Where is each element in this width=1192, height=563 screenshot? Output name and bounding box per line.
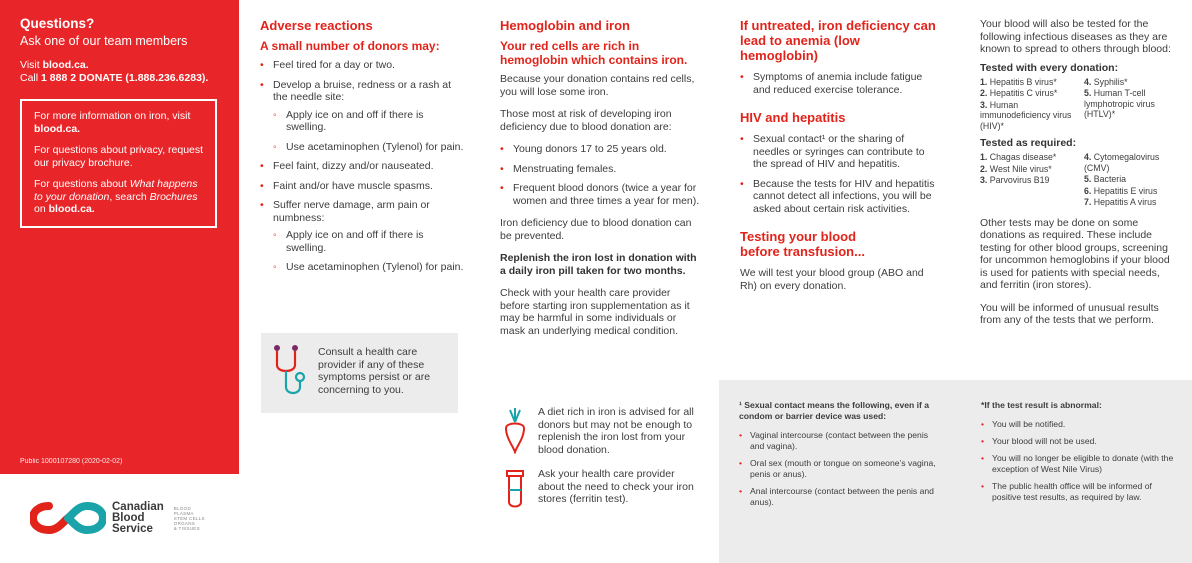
call-line: Call 1 888 2 DONATE (1.888.236.6283).: [20, 72, 209, 84]
sexual-contact-footnote: [739, 400, 939, 514]
required-heading: Tested as required:: [980, 137, 1077, 149]
stethoscope-icon: [269, 343, 309, 401]
paragraph: Iron deficiency due to blood donation can be prevented.: [500, 217, 692, 242]
paragraph: Your blood will also be tested for the following infectious diseases as they are known to spread to others through blood:: [980, 18, 1171, 55]
ask-subtitle: Ask one of our team members: [20, 34, 188, 48]
hemoglobin-subtitle: Your red cells are rich in hemoglobin which contains iron.: [500, 39, 688, 67]
logo-text: Canadian Blood Service: [112, 500, 164, 535]
anemia-hiv-section: [740, 0, 940, 302]
list-item: • Symptoms of anemia include fatigue and reduced exercise tolerance.: [740, 71, 940, 96]
ask-text: Ask your health care provider about the need to check your iron stores (ferritin test).: [538, 468, 694, 505]
consult-text: Consult a health care provider if any of these symptoms persist or are concerning to you.: [318, 346, 431, 396]
footnote-title: ¹ Sexual contact means the following, even if a condom or barrier device was used:: [739, 400, 930, 421]
paragraph: You will be informed of unusual results from any of the tests that we perform.: [980, 301, 1159, 326]
list-item: • Sexual contact¹ or the sharing of needles or syringes can contribute to the spread of HIV and hepatitis.: [740, 133, 940, 171]
list-item: • Because the tests for HIV and hepatitis cannot detect all infections, you will be asked about certain risk activities.: [740, 178, 940, 216]
abnormal-result-footnote: [981, 400, 1181, 509]
list-item: • Vaginal intercourse (contact between the penis and vagina).: [739, 430, 939, 452]
testing-title: Testing your blood before transfusion...: [740, 229, 865, 259]
ask-row: [500, 468, 700, 510]
hiv-title: HIV and hepatitis: [740, 110, 846, 125]
logo-subtext: BLOOD PLASMA STEM CELLS ORGANS & TISSUES: [173, 505, 205, 531]
sub-list-item: ◦ Use acetaminophen (Tylenol) for pain.: [273, 261, 465, 274]
blood-ca-link[interactable]: blood.ca.: [48, 203, 95, 215]
list-item: 3. Human immunodeficiency virus (HIV)*: [980, 99, 1072, 131]
paragraph: Because your donation contains red cells, you will lose some iron.: [500, 73, 695, 98]
blood-ca-link[interactable]: blood.ca.: [34, 122, 81, 135]
list-item: 4. Cytomegalovirus (CMV): [1084, 152, 1160, 173]
questions-heading: Questions?: [20, 16, 95, 31]
infinity-logo-icon: [30, 500, 106, 536]
sub-list-item: ◦ Use acetaminophen (Tylenol) for pain.: [273, 141, 465, 154]
sub-list-item: ◦ Apply ice on and off if there is swelling.: [273, 229, 465, 254]
diet-text: A diet rich in iron is advised for all donors but may not be enough to replenish the iron lost from your blood donation.: [538, 406, 694, 456]
list-item: 6. Hepatitis E virus: [1084, 185, 1158, 196]
list-item: • Your blood will not be used.: [981, 436, 1181, 447]
infectious-tests-section: [980, 0, 1180, 337]
every-donation-list: [980, 77, 1180, 133]
every-donation-heading: Tested with every donation:: [980, 61, 1119, 74]
diet-row: [500, 406, 700, 456]
contact-panel: [0, 0, 239, 474]
list-item: • Young donors 17 to 25 years old.: [500, 143, 700, 156]
list-item: • The public health office will be informed of positive test results, as required by law.: [981, 481, 1181, 503]
list-item: 3. Parvovirus B19: [980, 175, 1050, 185]
required-list: [980, 152, 1180, 209]
list-item: • Develop a bruise, redness or a rash at the needle site: ◦ Apply ice on and off if there is swelling. ◦ Use acetaminophen (Tylenol) for pain.: [260, 79, 465, 154]
public-id: Public 1000107280 (2020-02-02): [20, 458, 123, 465]
consult-box: [261, 333, 458, 413]
paragraph: Check with your health care provider before starting iron supplementation as it may be harmful in some individuals or mask an underlying medical condition.: [500, 287, 690, 337]
list-item: • You will no longer be eligible to donate (with the exception of West Nile Virus): [981, 453, 1181, 475]
list-item: 5. Human T-cell lymphotropic virus (HTLV)*: [1084, 88, 1155, 119]
list-item: • Faint and/or have muscle spasms.: [260, 180, 465, 193]
blood-ca-link[interactable]: blood.ca.: [42, 59, 89, 71]
info-box: [20, 99, 217, 228]
adverse-title: Adverse reactions: [260, 18, 373, 33]
replenish-note: Replenish the iron lost in donation with a daily iron pill taken for two months.: [500, 252, 697, 277]
paragraph: Other tests may be done on some donations as required. These include testing for other blood groups, screening for uncommon hemoglobins if your blood is used for patients with special needs, and ferritin (iron stores).: [980, 216, 1170, 291]
paragraph: We will test your blood group (ABO and Rh) on every donation.: [740, 267, 924, 292]
adverse-subtitle: A small number of donors may:: [260, 39, 440, 53]
list-item: 2. Hepatitis C virus*: [980, 88, 1058, 98]
list-item: • Frequent blood donors (twice a year for women and three times a year for men).: [500, 182, 700, 207]
canadian-blood-services-logo: [30, 500, 205, 536]
beet-icon: [500, 406, 530, 454]
list-item: 4. Syphilis*: [1084, 76, 1128, 87]
list-item: 1. Hepatitis B virus*: [980, 76, 1057, 87]
brochure-info: For questions about What happens to your donation, search Brochures on blood.ca.: [34, 178, 198, 215]
list-item: 5. Bacteria: [1084, 174, 1127, 184]
privacy-info: For questions about privacy, request our privacy brochure.: [34, 144, 204, 169]
test-tube-icon: [500, 468, 530, 510]
list-item: 1. Chagas disease*: [980, 152, 1057, 162]
visit-line: Visit blood.ca.: [20, 59, 89, 71]
list-item: • Menstruating females.: [500, 163, 700, 176]
list-item: • Anal intercourse (contact between the penis and anus).: [739, 486, 939, 508]
list-item: 7. Hepatitis A virus: [1084, 197, 1157, 207]
anemia-title: If untreated, iron deficiency can lead to anemia (low hemoglobin): [740, 18, 936, 63]
hemoglobin-section: [500, 0, 700, 347]
list-item: • Suffer nerve damage, arm pain or numbness: ◦ Apply ice on and off if there is swelling. ◦ Use acetaminophen (Tylenol) for pain.: [260, 199, 465, 274]
phone-number[interactable]: 1 888 2 DONATE (1.888.236.6283).: [41, 72, 209, 84]
list-item: • Oral sex (mouth or tongue on someone’s vagina, penis or anus).: [739, 458, 939, 480]
paragraph: Those most at risk of developing iron deficiency due to blood donation are:: [500, 108, 672, 133]
hemoglobin-title: Hemoglobin and iron: [500, 18, 630, 33]
list-item: 2. West Nile virus*: [980, 163, 1052, 174]
adverse-reactions-section: [260, 0, 465, 281]
sub-list-item: ◦ Apply ice on and off if there is swelling.: [273, 109, 465, 134]
iron-info: For more information on iron, visit blood.ca.: [34, 110, 191, 135]
list-item: • Feel faint, dizzy and/or nauseated.: [260, 160, 465, 173]
abnormal-title: *If the test result is abnormal:: [981, 400, 1102, 410]
list-item: • Feel tired for a day or two.: [260, 59, 465, 72]
footnotes-panel: [719, 380, 1192, 563]
list-item: • You will be notified.: [981, 419, 1181, 430]
